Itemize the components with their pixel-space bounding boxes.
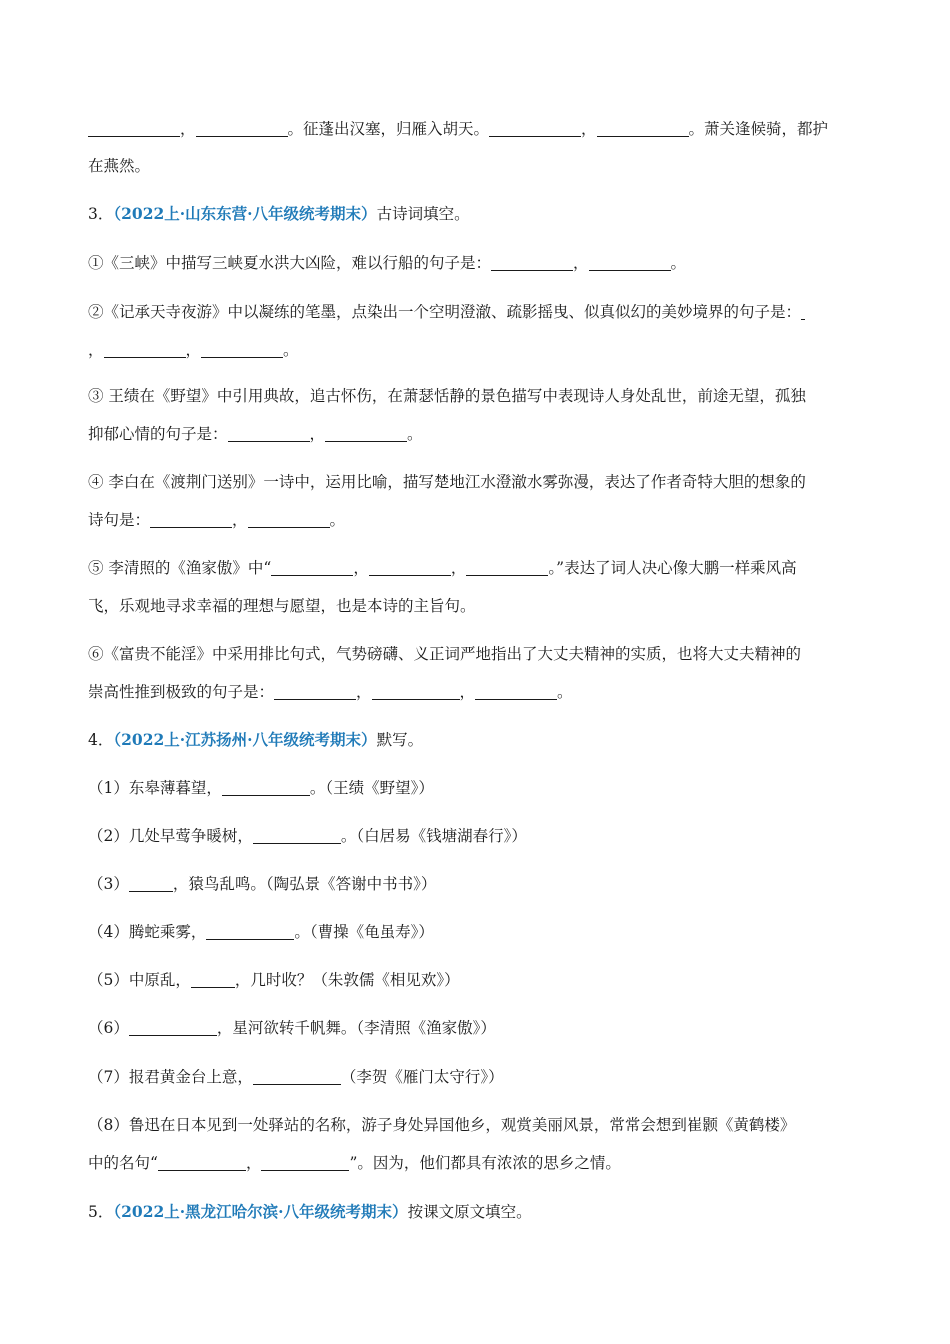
q4-item-8-line-2: 中的名句“ ， ”。因为，他们都具有浓浓的思乡之情。 — [88, 1154, 621, 1172]
q4-header — [88, 729, 868, 751]
q3-item-3-line-1: ③ 王绩在《野望》中引用典故，追古怀伤，在萧瑟恬静的景色描写中表现诗人身处乱世，前途无望，孤独 — [88, 387, 806, 405]
q4-item-8-line-1: （8）鲁迅在日本见到一处驿站的名称，游子身处异国他乡，观赏美丽风景，常常会想到崔颢《黄鹤楼》 — [88, 1116, 796, 1134]
answer-blank[interactable] — [222, 779, 310, 796]
q3-item-3-line-2: 抑郁心情的句子是： ， 。 — [88, 425, 423, 443]
q2-line-1: ， 。征蓬出汉塞，归雁入胡天。 ， 。萧关逢候骑，都护 — [88, 118, 868, 140]
question-number: 3． — [88, 205, 114, 223]
q4-item-4: （4）腾蛇乘雾， 。（曹操《龟虽寿》） — [88, 923, 434, 941]
answer-blank[interactable] — [248, 511, 330, 528]
answer-blank[interactable] — [196, 120, 288, 137]
answer-blank[interactable] — [589, 254, 671, 271]
q3-item-6-line-2: 崇高性推到极致的句子是： ， ， 。 — [88, 683, 573, 701]
q3-item-5-line-1: ⑤ 李清照的《渔家傲》中“ ， ， 。”表达了词人决心像大鹏一样乘风高 — [88, 559, 797, 577]
answer-blank[interactable] — [253, 827, 341, 844]
question-source: （2022上·山东东营·八年级统考期末） — [113, 204, 377, 223]
answer-blank[interactable] — [228, 425, 310, 442]
answer-blank[interactable] — [253, 1068, 341, 1085]
answer-blank[interactable] — [158, 1154, 246, 1171]
q3-header — [88, 203, 868, 225]
q3-item-4-line-1: ④ 李白在《渡荆门送别》一诗中，运用比喻，描写楚地江水澄澈水雾弥漫，表达了作者奇特大胆的想象的 — [88, 473, 806, 491]
answer-blank[interactable] — [475, 683, 557, 700]
answer-blank[interactable] — [271, 559, 353, 576]
question-prompt: 默写。 — [376, 731, 424, 749]
question-prompt: 古诗词填空。 — [376, 205, 470, 223]
answer-blank[interactable] — [206, 923, 294, 940]
q3-item-2-line-1: ②《记承天寺夜游》中以凝练的笔墨，点染出一个空明澄澈、疏影摇曳、似真似幻的美妙境界的句子是： — [88, 301, 868, 323]
answer-blank[interactable] — [597, 120, 689, 137]
answer-blank[interactable] — [201, 341, 283, 358]
q4-item-1: （1）东皋薄暮望， 。（王绩《野望》） — [88, 779, 434, 797]
q4-item-2: （2）几处早莺争暖树， 。（白居易《钱塘湖春行》） — [88, 827, 527, 845]
q4-item-6: （6） ，星河欲转千帆舞。（李清照《渔家傲》） — [88, 1019, 496, 1037]
answer-blank[interactable] — [104, 341, 186, 358]
answer-blank[interactable] — [261, 1154, 349, 1171]
q4-item-7: （7）报君黄金台上意， （李贺《雁门太守行》） — [88, 1068, 504, 1086]
q5-header — [88, 1201, 868, 1223]
answer-blank[interactable] — [369, 559, 451, 576]
answer-blank[interactable] — [325, 425, 407, 442]
answer-blank[interactable] — [88, 120, 180, 137]
question-source: （2022上·黑龙江哈尔滨·八年级统考期末） — [113, 1202, 408, 1221]
question-number: 5． — [88, 1203, 114, 1221]
answer-blank[interactable] — [801, 303, 805, 320]
question-source: （2022上·江苏扬州·八年级统考期末） — [113, 730, 377, 749]
q4-item-3: （3） ，猿鸟乱鸣。（陶弘景《答谢中书书》） — [88, 875, 437, 893]
q3-item-2-line-2: ， ， 。 — [88, 341, 299, 359]
q3-item-4-line-2: 诗句是： ， 。 — [88, 511, 346, 529]
q3-item-1: ①《三峡》中描写三峡夏水洪大凶险，难以行船的句子是： ， 。 — [88, 254, 687, 272]
q4-item-5: （5）中原乱， ，几时收？（朱敦儒《相见欢》） — [88, 971, 460, 989]
answer-blank[interactable] — [191, 971, 235, 988]
answer-blank[interactable] — [129, 875, 173, 892]
answer-blank[interactable] — [372, 683, 460, 700]
question-number: 4． — [88, 731, 114, 749]
answer-blank[interactable] — [150, 511, 232, 528]
answer-blank[interactable] — [129, 1019, 217, 1036]
answer-blank[interactable] — [466, 559, 548, 576]
question-prompt: 按课文原文填空。 — [407, 1203, 532, 1221]
q2-line-2: 在燕然。 — [88, 157, 151, 175]
q3-item-6-line-1: ⑥《富贵不能淫》中采用排比句式，气势磅礴、义正词严地指出了大丈夫精神的实质，也将大丈夫精神的 — [88, 645, 802, 663]
answer-blank[interactable] — [274, 683, 356, 700]
answer-blank[interactable] — [491, 254, 573, 271]
answer-blank[interactable] — [489, 120, 581, 137]
q3-item-5-line-2: 飞，乐观地寻求幸福的理想与愿望，也是本诗的主旨句。 — [88, 597, 476, 615]
